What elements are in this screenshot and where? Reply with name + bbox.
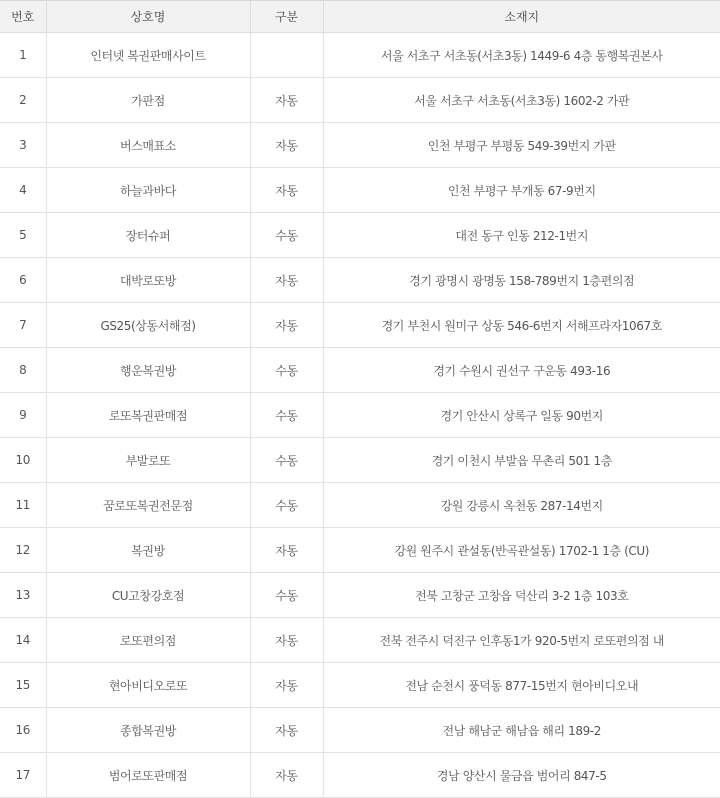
header-row: [0, 1, 720, 33]
table-row: [0, 483, 720, 528]
cell-number: 1: [0, 33, 46, 78]
table-row: [0, 618, 720, 663]
cell-type: 자동: [250, 618, 323, 663]
header-number: 번호: [0, 1, 46, 33]
table-row: [0, 663, 720, 708]
cell-type: 수동: [250, 438, 323, 483]
cell-address: 전북 고창군 고창읍 덕산리 3-2 1층 103호: [323, 573, 720, 618]
cell-number: 8: [0, 348, 46, 393]
cell-address: 서울 서초구 서초동(서초3동) 1449-6 4층 동행복권본사: [323, 33, 720, 78]
cell-type: 수동: [250, 348, 323, 393]
cell-address: 경기 부천시 원미구 상동 546-6번지 서해프라자1067호: [323, 303, 720, 348]
header-type: 구분: [250, 1, 323, 33]
cell-store-name: 대박로또방: [46, 258, 250, 303]
cell-type: 자동: [250, 168, 323, 213]
cell-number: 16: [0, 708, 46, 753]
cell-store-name: 인터넷 복권판매사이트: [46, 33, 250, 78]
cell-address: 강원 강릉시 옥천동 287-14번지: [323, 483, 720, 528]
table-row: [0, 528, 720, 573]
cell-store-name: 장터슈퍼: [46, 213, 250, 258]
cell-number: 5: [0, 213, 46, 258]
cell-store-name: 로또복권판매점: [46, 393, 250, 438]
cell-number: 6: [0, 258, 46, 303]
table-body: [0, 33, 720, 798]
cell-number: 3: [0, 123, 46, 168]
cell-address: 인천 부평구 부평동 549-39번지 가판: [323, 123, 720, 168]
cell-store-name: 로또편의점: [46, 618, 250, 663]
cell-address: 서울 서초구 서초동(서초3동) 1602-2 가판: [323, 78, 720, 123]
cell-number: 15: [0, 663, 46, 708]
cell-type: 수동: [250, 393, 323, 438]
cell-address: 전남 순천시 풍덕동 877-15번지 현아비디오내: [323, 663, 720, 708]
cell-address: 강원 원주시 관설동(반곡관설동) 1702-1 1층 (CU): [323, 528, 720, 573]
cell-number: 13: [0, 573, 46, 618]
table-row: [0, 348, 720, 393]
table-row: [0, 438, 720, 483]
cell-number: 12: [0, 528, 46, 573]
cell-type: [250, 33, 323, 78]
cell-address: 경기 수원시 권선구 구운동 493-16: [323, 348, 720, 393]
cell-number: 7: [0, 303, 46, 348]
table-row: [0, 33, 720, 78]
cell-store-name: 범어로또판매점: [46, 753, 250, 798]
cell-store-name: 가판점: [46, 78, 250, 123]
cell-type: 수동: [250, 213, 323, 258]
cell-address: 전북 전주시 덕진구 인후동1가 920-5번지 로또편의점 내: [323, 618, 720, 663]
cell-store-name: 복권방: [46, 528, 250, 573]
cell-store-name: 현아비디오로또: [46, 663, 250, 708]
cell-number: 10: [0, 438, 46, 483]
table-row: [0, 753, 720, 798]
header-address: 소재지: [323, 1, 720, 33]
cell-address: 경기 이천시 부발읍 무촌리 501 1층: [323, 438, 720, 483]
cell-address: 대전 동구 인동 212-1번지: [323, 213, 720, 258]
cell-address: 전남 해남군 해남읍 해리 189-2: [323, 708, 720, 753]
cell-store-name: 종합복권방: [46, 708, 250, 753]
cell-store-name: GS25(상동서해점): [46, 303, 250, 348]
cell-type: 자동: [250, 303, 323, 348]
cell-type: 수동: [250, 483, 323, 528]
table-row: [0, 573, 720, 618]
cell-address: 경기 안산시 상록구 일동 90번지: [323, 393, 720, 438]
cell-type: 자동: [250, 78, 323, 123]
cell-number: 9: [0, 393, 46, 438]
cell-address: 경남 양산시 물금읍 범어리 847-5: [323, 753, 720, 798]
cell-number: 17: [0, 753, 46, 798]
table-row: [0, 213, 720, 258]
header-store-name: 상호명: [46, 1, 250, 33]
cell-address: 경기 광명시 광명동 158-789번지 1층편의점: [323, 258, 720, 303]
cell-type: 자동: [250, 663, 323, 708]
cell-store-name: 하늘과바다: [46, 168, 250, 213]
cell-store-name: 부발로또: [46, 438, 250, 483]
table-row: [0, 78, 720, 123]
cell-type: 자동: [250, 123, 323, 168]
cell-store-name: CU고창강호점: [46, 573, 250, 618]
cell-store-name: 버스매표소: [46, 123, 250, 168]
cell-type: 자동: [250, 528, 323, 573]
table-row: [0, 168, 720, 213]
cell-store-name: 행운복권방: [46, 348, 250, 393]
cell-type: 자동: [250, 258, 323, 303]
cell-type: 자동: [250, 753, 323, 798]
cell-store-name: 꿈로또복권전문점: [46, 483, 250, 528]
cell-number: 4: [0, 168, 46, 213]
cell-number: 11: [0, 483, 46, 528]
table-row: [0, 708, 720, 753]
cell-type: 자동: [250, 708, 323, 753]
cell-number: 2: [0, 78, 46, 123]
table-row: [0, 303, 720, 348]
cell-address: 인천 부평구 부개동 67-9번지: [323, 168, 720, 213]
table-row: [0, 123, 720, 168]
table-row: [0, 393, 720, 438]
cell-type: 수동: [250, 573, 323, 618]
table-row: [0, 258, 720, 303]
table-header: [0, 1, 720, 33]
cell-number: 14: [0, 618, 46, 663]
